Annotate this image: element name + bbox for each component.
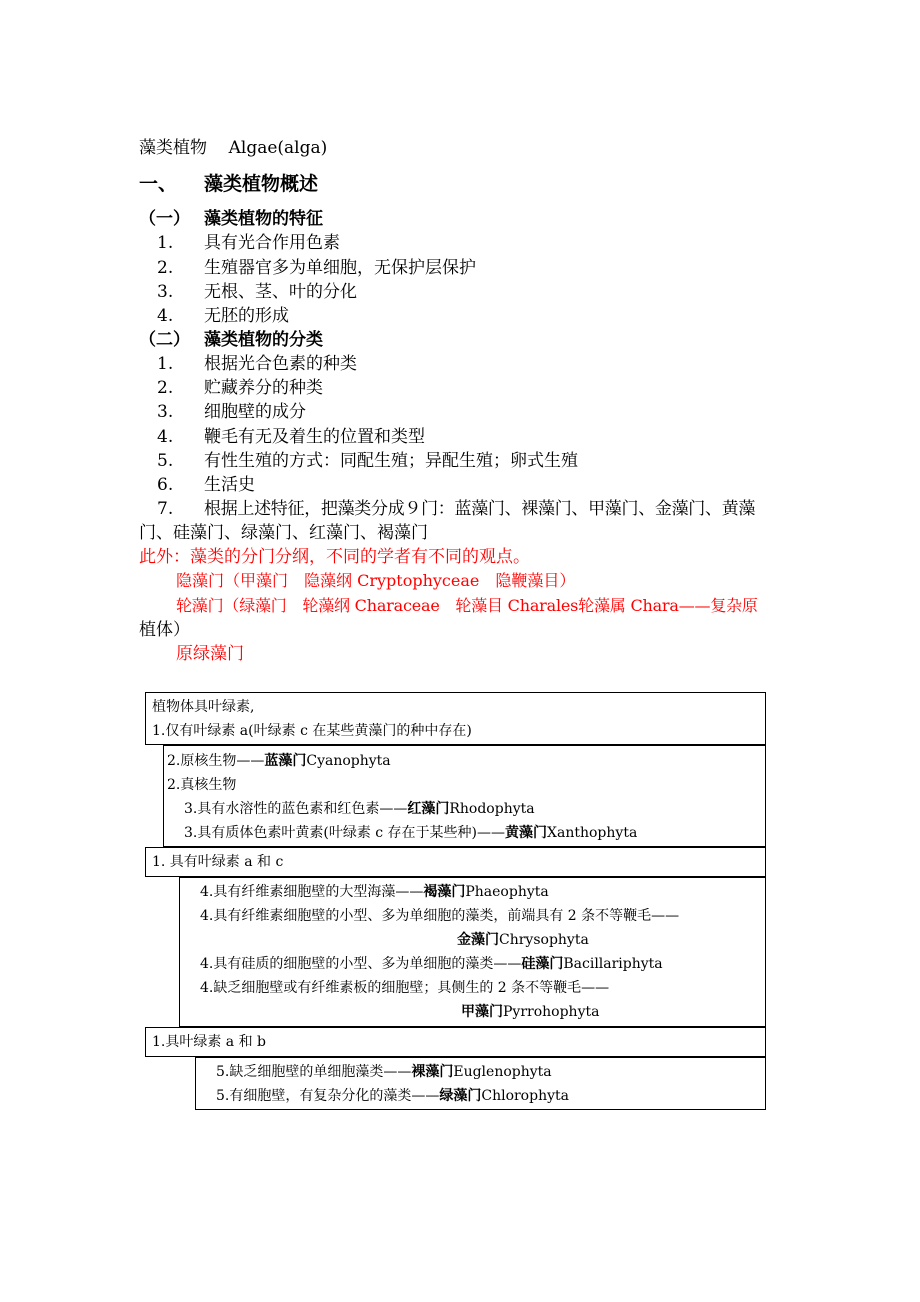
list-item: 4. 鞭毛有无及着生的位置和类型	[157, 427, 425, 447]
note-line: 隐藻门（甲藻门 隐藻纲 Cryptophyceae 隐鞭藻目）	[176, 571, 576, 590]
note-line: 原绿藻门	[176, 644, 244, 664]
list-item: 7. 根据上述特征，把藻类分成９门：蓝藻门、裸藻门、甲藻门、金藻门、黄藻	[157, 499, 756, 519]
key-line: 4.缺乏细胞壁或有纤维素板的细胞壁；具侧生的 2 条不等鞭毛——	[200, 980, 610, 996]
key-line: 2.原核生物——蓝藻门Cyanophyta	[167, 753, 391, 769]
key-line: 5.有细胞壁，有复杂分化的藻类——绿藻门Chlorophyta	[216, 1088, 569, 1104]
key-line: 3.具有质体色素叶黄素(叶绿素 c 存在于某些种)——黄藻门Xanthophyta	[184, 825, 638, 841]
list-item: 6. 生活史	[157, 475, 255, 495]
title-cn: 藻类植物	[139, 138, 207, 158]
section-number: 一、	[139, 173, 178, 195]
list-item: 5. 有性生殖的方式：同配生殖；异配生殖；卵式生殖	[157, 451, 578, 471]
list-item-continuation: 门、硅藻门、绿藻门、红藻门、褐藻门	[139, 523, 428, 543]
subsection-number: （一）	[139, 209, 190, 229]
doc-title	[139, 137, 327, 159]
key-line: 2.真核生物	[167, 777, 237, 793]
note-line: 此外：藻类的分门分纲，不同的学者有不同的观点。	[139, 547, 530, 567]
key-line: 4.具有纤维素细胞壁的小型、多为单细胞的藻类，前端具有 2 条不等鞭毛——	[200, 908, 680, 924]
list-item: 1. 根据光合色素的种类	[157, 354, 357, 374]
subsection-label: 藻类植物的特征	[204, 209, 323, 229]
list-item: 4. 无胚的形成	[157, 306, 289, 326]
subsection-heading	[139, 208, 323, 230]
list-item: 3. 细胞壁的成分	[157, 402, 306, 422]
key-line: 1. 具有叶绿素 a 和 c	[152, 854, 284, 870]
subsection-number: （二）	[139, 330, 190, 350]
key-line: 4.具有纤维素细胞壁的大型海藻——褐藻门Phaeophyta	[200, 884, 549, 900]
key-line: 植物体具叶绿素,	[152, 699, 255, 715]
key-box-3	[145, 847, 766, 877]
key-line: 1.仅有叶绿素 a(叶绿素 c 在某些黄藻门的种中存在)	[152, 723, 472, 739]
note-line: 轮藻门（绿藻门 轮藻纲 Characeae 轮藻目 Charales轮藻属 Chara——复杂原	[176, 596, 758, 615]
key-line: 4.具有硅质的细胞壁的小型、多为单细胞的藻类——硅藻门Bacillariphyta	[200, 956, 663, 972]
key-line: 金藻门Chrysophyta	[457, 932, 589, 948]
list-item: 3. 无根、茎、叶的分化	[157, 282, 357, 302]
key-line: 3.具有水溶性的蓝色素和红色素——红藻门Rhodophyta	[184, 801, 535, 817]
key-box-6	[195, 1057, 766, 1110]
key-line: 1.具叶绿素 a 和 b	[152, 1034, 267, 1050]
section-label: 藻类植物概述	[204, 173, 319, 195]
key-line: 甲藻门Pyrrohophyta	[461, 1004, 600, 1020]
key-box-1	[145, 692, 766, 745]
note-line-continuation: 植体）	[139, 620, 190, 640]
key-line: 5.缺乏细胞壁的单细胞藻类——裸藻门Euglenophyta	[216, 1064, 552, 1080]
subsection-label: 藻类植物的分类	[204, 330, 323, 350]
list-item: 2. 生殖器官多为单细胞，无保护层保护	[157, 258, 476, 278]
list-item: 2. 贮藏养分的种类	[157, 378, 323, 398]
title-en: Algae(alga)	[228, 138, 328, 158]
list-item: 1. 具有光合作用色素	[157, 233, 340, 253]
key-box-5	[145, 1027, 766, 1057]
key-box-2	[163, 745, 766, 847]
key-box-4	[179, 877, 766, 1027]
section-heading	[139, 173, 318, 195]
subsection-heading	[139, 329, 323, 351]
